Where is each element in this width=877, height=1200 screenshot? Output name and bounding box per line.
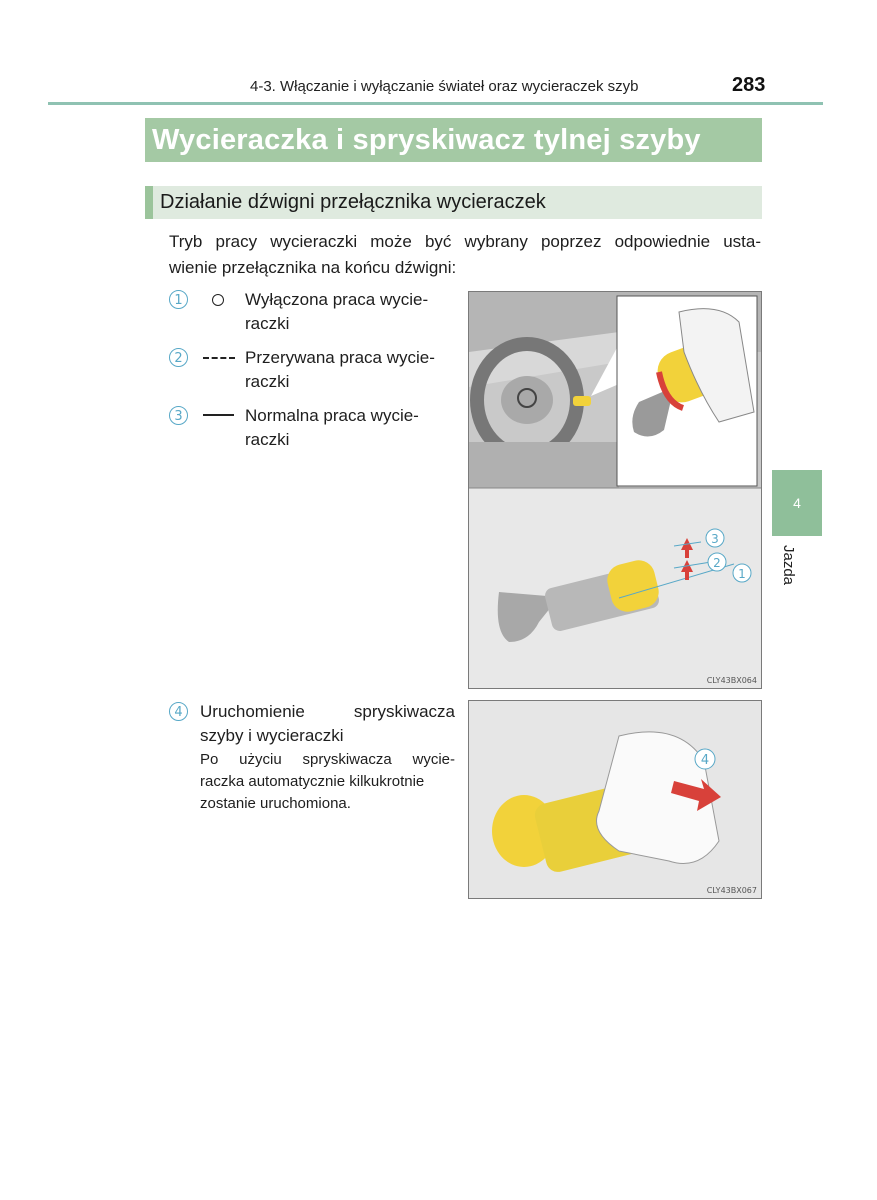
note-line: Po użyciu spryskiwacza wycie- [200,751,455,768]
item-label-line1: Przerywana praca wycie- [245,348,435,367]
dashed-line-icon [203,357,235,359]
item-label-line2: raczki [245,314,290,333]
item-label-line2: raczki [245,372,290,391]
washer-illustration [469,701,761,898]
header-chapter: 4-3. Włączanie i wyłączanie świateł oraz wycieraczek szyb [250,78,639,95]
list-item [169,404,459,464]
callout-1: 1 [738,567,746,581]
page-title: Wycieraczka i spryskiwacz tylnej szyby [152,123,701,156]
solid-line-icon [203,414,234,416]
item-label-line2: szyby i wycieraczki [200,726,344,745]
intro-paragraph [169,229,761,281]
callout-number: 1 [169,290,188,309]
list-item-washer [169,700,455,820]
intro-line: Tryb pracy wycieraczki może być wybrany poprzez odpowiednie usta- [169,232,761,251]
circle-icon [212,294,224,306]
callout-number: 3 [169,406,188,425]
title-banner [145,118,762,162]
list-item [169,288,459,348]
section-heading: Działanie dźwigni przełącznika wycieraczek [160,191,546,213]
note-line: raczka automatycznie kilkukrotnie [200,773,425,790]
callout-number: 2 [169,348,188,367]
page-number: 283 [732,74,766,96]
header-divider [48,102,823,105]
item-label-line1: Normalna praca wycie- [245,406,419,425]
item-label-line2: raczki [245,430,290,449]
item-label-line1: Uruchomienie spryskiwacza [200,702,455,721]
note-line: zostanie uruchomiona. [200,795,351,812]
figure-code: CLY43BX064 [706,676,757,685]
list-item [169,346,459,406]
lever-illustration [469,292,761,688]
figure-code: CLY43BX067 [706,886,757,895]
callout-number: 4 [169,702,188,721]
item-label-line1: Wyłączona praca wycie- [245,290,429,309]
callout-2: 2 [713,556,721,570]
callout-4: 4 [700,753,710,768]
callout-3: 3 [711,532,719,546]
chapter-label: Jazda [780,545,797,586]
figure-lever-positions [468,291,762,689]
intro-line: wienie przełącznika na końcu dźwigni: [169,258,457,277]
section-banner [145,186,762,219]
figure-washer-pull [468,700,762,899]
chapter-tab: 4 [772,470,822,536]
